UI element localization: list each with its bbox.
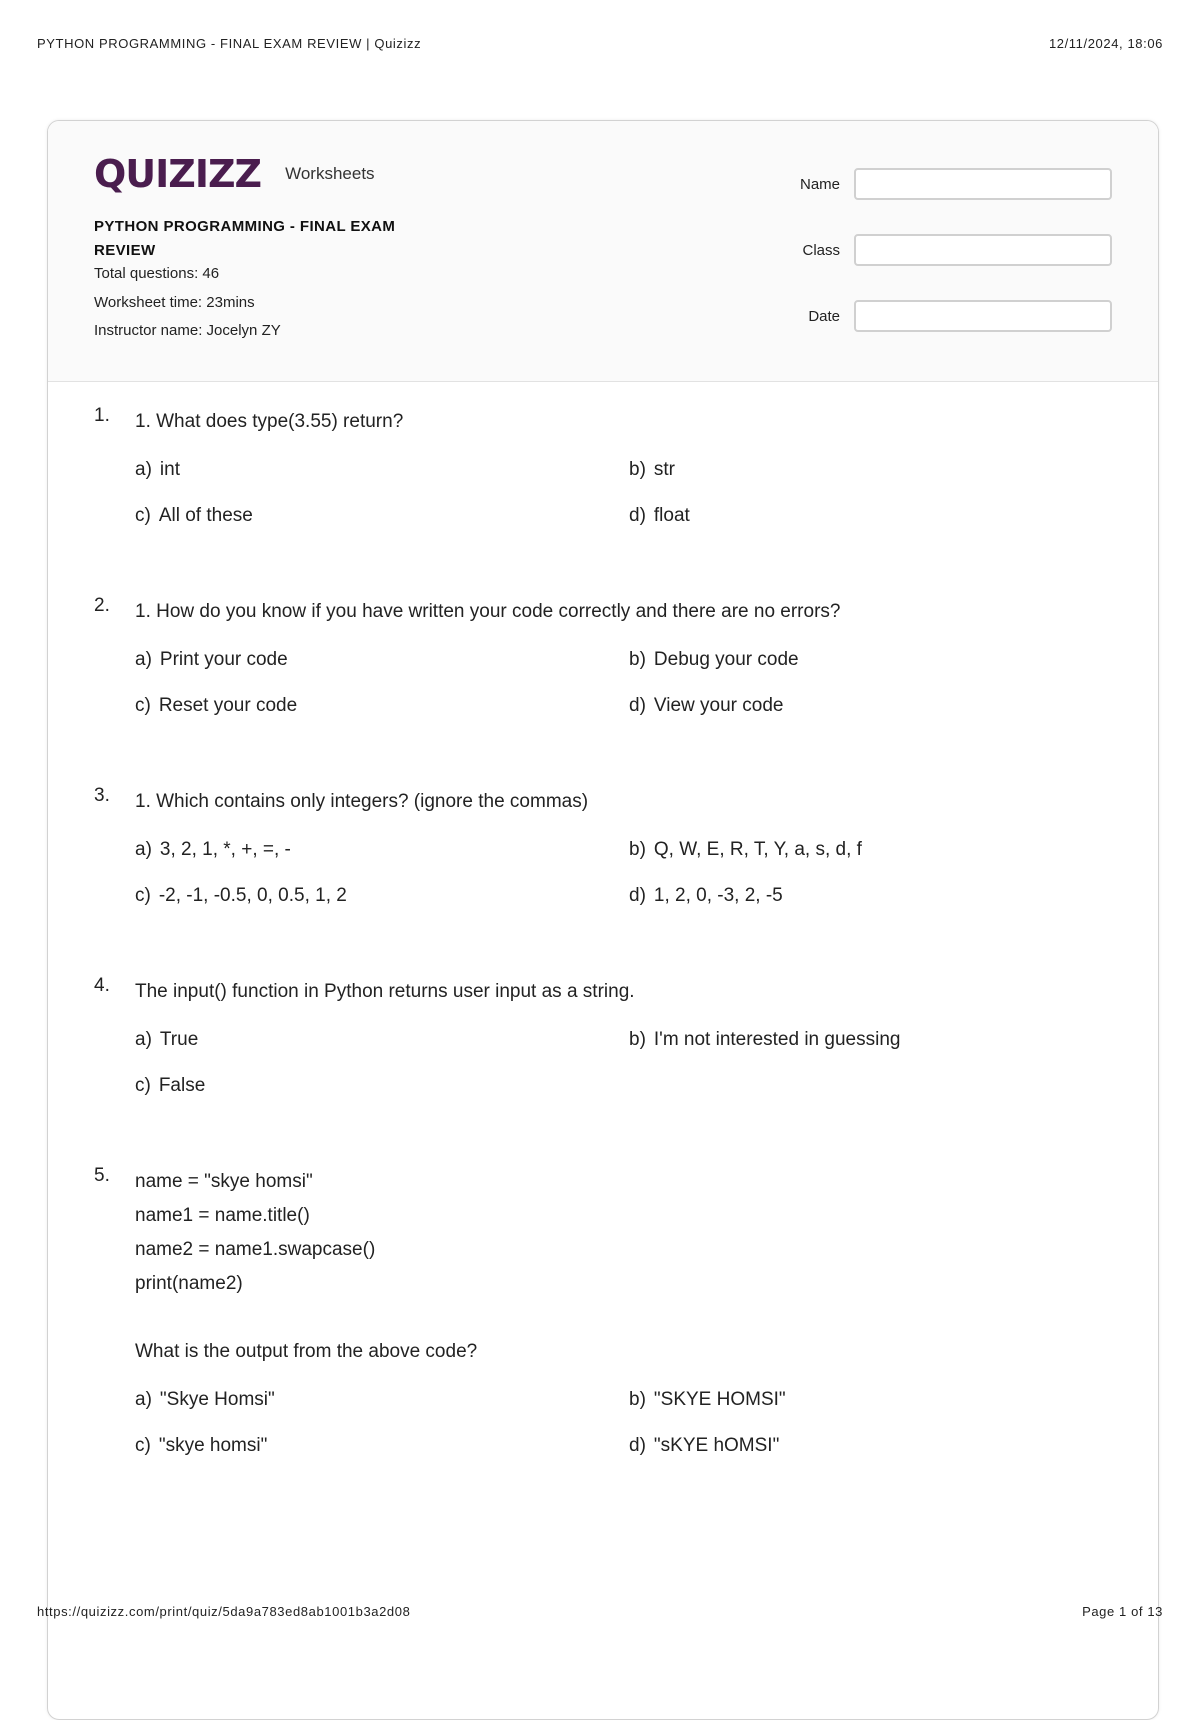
option-text: "skye homsi" [158, 1435, 268, 1456]
option-text: str [653, 459, 676, 480]
answer-option[interactable] [135, 1433, 629, 1479]
question-number: 4. [94, 975, 110, 996]
answer-options [135, 647, 1158, 739]
option-text: Print your code [159, 649, 288, 670]
option-text: Debug your code [653, 649, 799, 670]
answer-option[interactable] [135, 693, 629, 739]
answer-options [135, 837, 1158, 929]
question-text: 1. How do you know if you have written your code correctly and there are no errors? [135, 601, 841, 622]
option-text: -2, -1, -0.5, 0, 0.5, 1, 2 [158, 885, 347, 906]
question [48, 785, 1158, 929]
print-footer-page: Page 1 of 13 [1082, 1604, 1163, 1619]
option-text: All of these [158, 505, 253, 526]
option-letter: c) [135, 1435, 151, 1456]
answer-option[interactable] [629, 503, 1123, 549]
question [48, 1165, 1158, 1479]
date-field-row [780, 300, 1112, 332]
code-line: name1 = name.title() [135, 1205, 310, 1226]
class-input[interactable] [854, 234, 1112, 266]
name-field-row [780, 168, 1112, 200]
option-text: "sKYE hOMSI" [653, 1435, 780, 1456]
option-letter: c) [135, 1075, 151, 1096]
option-letter: d) [629, 1435, 646, 1456]
quizizz-logo: QUIZIZZ [94, 152, 262, 196]
question-number: 2. [94, 595, 110, 616]
answer-option[interactable] [135, 1073, 629, 1119]
question-code [135, 1165, 1158, 1369]
answer-option[interactable] [135, 647, 629, 693]
option-letter: a) [135, 839, 152, 860]
question [48, 405, 1158, 549]
question-text: The input() function in Python returns user input as a string. [135, 981, 635, 1002]
worksheet-header [48, 121, 1158, 382]
answer-option[interactable] [629, 1027, 1123, 1073]
option-letter: c) [135, 505, 151, 526]
option-letter: b) [629, 459, 646, 480]
option-text: Q, W, E, R, T, Y, a, s, d, f [653, 839, 862, 860]
worksheet-time: Worksheet time: 23mins [94, 294, 255, 311]
answer-option[interactable] [629, 883, 1123, 929]
option-text: 1, 2, 0, -3, 2, -5 [653, 885, 783, 906]
code-line: name = "skye homsi" [135, 1171, 313, 1192]
option-text: True [159, 1029, 199, 1050]
code-spacer [135, 1301, 1158, 1335]
answer-options [135, 457, 1158, 549]
option-letter: b) [629, 1029, 646, 1050]
option-letter: d) [629, 505, 646, 526]
option-text: Reset your code [158, 695, 298, 716]
answer-option[interactable] [135, 1387, 629, 1433]
answer-option[interactable] [629, 1387, 1123, 1433]
code-line: name2 = name1.swapcase() [135, 1239, 376, 1260]
question-text: 1. Which contains only integers? (ignore the commas) [135, 791, 589, 812]
option-text: "Skye Homsi" [159, 1389, 275, 1410]
class-label: Class [802, 241, 840, 259]
worksheet-title: PYTHON PROGRAMMING - FINAL EXAM REVIEW [94, 218, 396, 259]
question [48, 595, 1158, 739]
question-text: What is the output from the above code? [135, 1341, 478, 1362]
brand-section: Worksheets [285, 164, 375, 183]
code-line: print(name2) [135, 1273, 243, 1294]
option-text: 3, 2, 1, *, +, =, - [159, 839, 291, 860]
option-text: "SKYE HOMSI" [653, 1389, 786, 1410]
instructor-name: Instructor name: Jocelyn ZY [94, 322, 281, 339]
answer-option[interactable] [135, 1027, 629, 1073]
answer-option[interactable] [629, 457, 1123, 503]
option-letter: c) [135, 885, 151, 906]
option-text: False [158, 1075, 206, 1096]
option-letter: d) [629, 695, 646, 716]
option-letter: a) [135, 649, 152, 670]
answer-option[interactable] [629, 647, 1123, 693]
option-letter: b) [629, 649, 646, 670]
answer-option[interactable] [135, 457, 629, 503]
answer-options [135, 1387, 1158, 1479]
question-number: 5. [94, 1165, 110, 1186]
print-header-datetime: 12/11/2024, 18:06 [1048, 36, 1163, 51]
answer-option[interactable] [629, 693, 1123, 739]
answer-option[interactable] [135, 503, 629, 549]
answer-option[interactable] [135, 837, 629, 883]
answer-option[interactable] [135, 883, 629, 929]
date-input[interactable] [854, 300, 1112, 332]
option-letter: d) [629, 885, 646, 906]
answer-option[interactable] [629, 1433, 1123, 1479]
question-text: 1. What does type(3.55) return? [135, 411, 404, 432]
print-header [37, 36, 1163, 51]
option-text: int [159, 459, 180, 480]
question-number: 3. [94, 785, 110, 806]
question [48, 975, 1158, 1119]
class-field-row [780, 234, 1112, 266]
name-input[interactable] [854, 168, 1112, 200]
print-header-title: PYTHON PROGRAMMING - FINAL EXAM REVIEW | Quizizz [37, 36, 422, 51]
name-label: Name [799, 175, 840, 193]
option-letter: c) [135, 695, 151, 716]
option-letter: b) [629, 1389, 646, 1410]
print-footer [37, 1604, 1163, 1619]
option-letter: a) [135, 1389, 152, 1410]
answer-option[interactable] [629, 837, 1123, 883]
option-letter: a) [135, 459, 152, 480]
option-letter: a) [135, 1029, 152, 1050]
answer-options [135, 1027, 1158, 1119]
date-label: Date [808, 307, 840, 325]
option-text: I'm not interested in guessing [653, 1029, 901, 1050]
question-number: 1. [94, 405, 110, 426]
brand [94, 152, 375, 196]
option-letter: b) [629, 839, 646, 860]
total-questions: Total questions: 46 [94, 265, 220, 282]
worksheet-card [47, 120, 1159, 1720]
question-list [48, 405, 1158, 1531]
option-text: float [653, 505, 690, 526]
print-footer-url: https://quizizz.com/print/quiz/5da9a783ed8ab1001b3a2d08 [37, 1604, 411, 1619]
option-text: View your code [653, 695, 784, 716]
